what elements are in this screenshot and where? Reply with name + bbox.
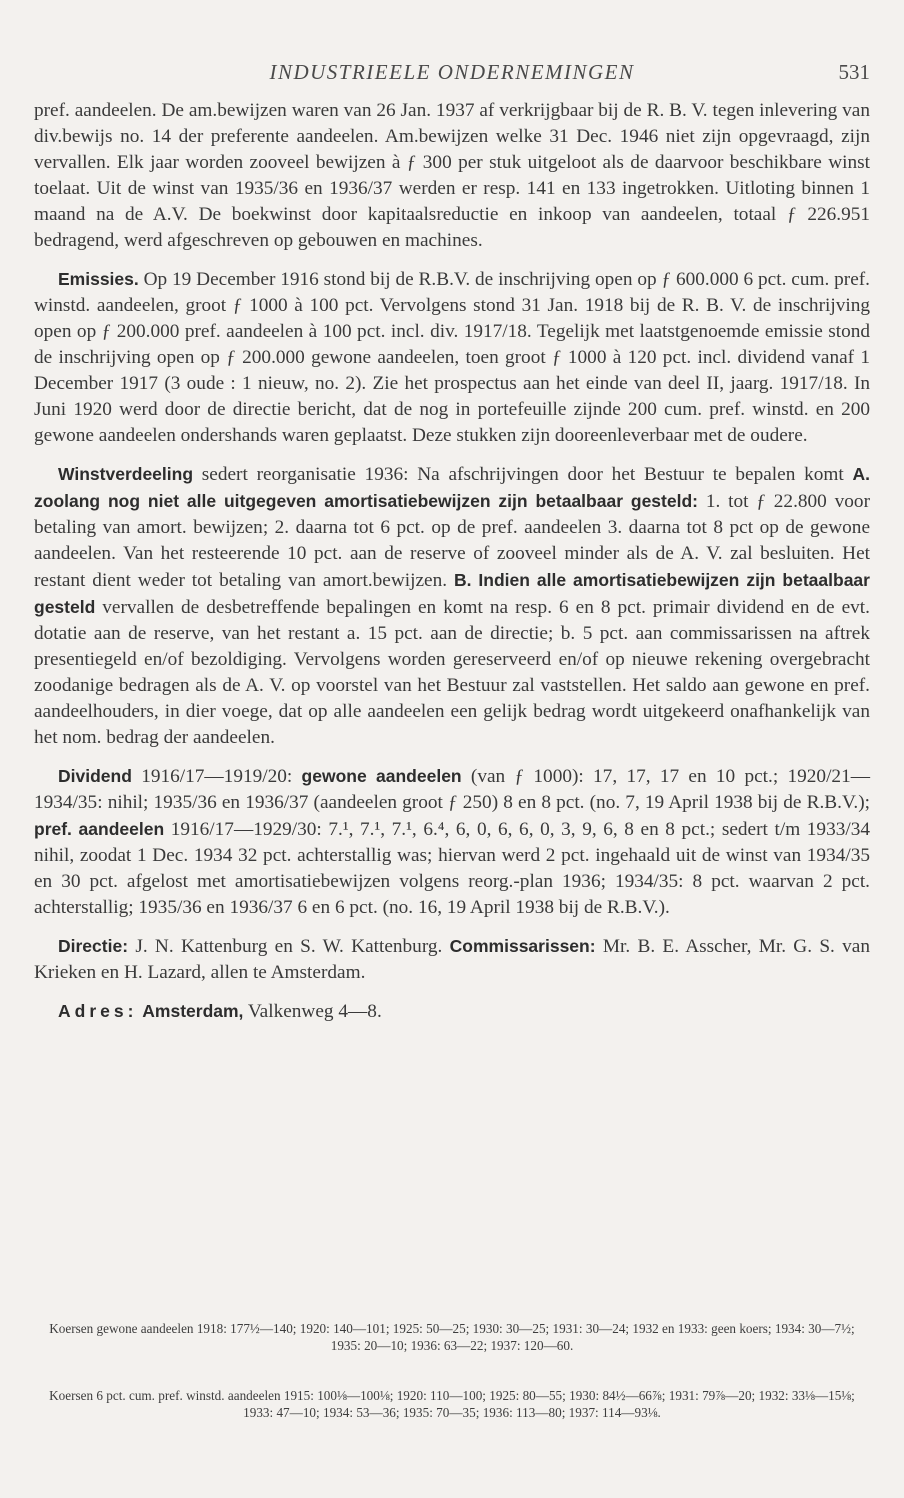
dividend-pref-label: pref. aandeelen [34,819,165,839]
body-text [34,98,870,1037]
dividend-text-3: 1916/17—1929/30: 7.¹, 7.¹, 7.¹, 6.⁴, 6, 0, 6, 6, 0, 3, 9, 6, 8 en 8 pct.; sedert t/m 1933/34 nihil, zoodat 1 Dec. 1934 32 pct. achterstallig was; hiervan werd 2 pct. ingehaald uit de winst van 1934/35 en 30 pct. afgelost met amortisatiebewijzen volgens reorg.-plan 1936; 1934/35: 8 pct. waarvan 2 pct. achterstallig; 1935/36 en 1936/37 6 en 6 pct. (no. 16, 19 April 1938 bij de R.B.V.). [34,819,870,918]
dividend-text-2: (van ƒ 1000): 17, 17, 17 en 10 pct.; 1920/21—1934/35: nihil; 1935/36 en 1936/37 (aandeelen groot ƒ 250) 8 en 8 pct. (no. 7, 19 April 1938 bij de R.B.V.); [34,766,870,813]
winstverdeeling-text-2: 1. tot ƒ 22.800 voor betaling van amort. bewijzen; 2. daarna tot 6 pct. op de pref. aandeelen 3. daarna tot 8 pct op de gewone aandeelen. Van het resteerende 10 pct. aan de reserve of zooveel minder als de A. V. zal besluiten. Het restant dient weder tot betaling van amort.bewijzen. [34,491,870,591]
adres-paragraph [34,998,870,1025]
dividend-text-1: 1916/17—1919/20: [131,766,302,787]
adres-label: Adres: [58,1001,138,1021]
adres-city: Amsterdam, [142,1001,244,1021]
emissies-paragraph [34,266,870,449]
winstverdeeling-text-3: vervallen de desbetreffende bepalingen en komt na resp. 6 en 8 pct. primair dividend en de evt. dotatie aan de reserve, van het restant a. 15 pct. aan de directie; b. 5 pct. aan commissarissen na aftrek presentiegeld en/of bezoldiging. Vervolgens worden gereserveerd en/of op nieuwe rekening overgebracht zoodanige bedragen als de A. V. op voorstel van het Bestuur zal vaststellen. Het saldo aan gewone en pref. aandeelhouders, in dier voege, dat op alle aandeelen een gelijk bedrag wordt uitgekeerd onafhankelijk van het nom. bedrag der aandeelen. [34,597,870,748]
winstverdeeling-text-1: sedert reorganisatie 1936: Na afschrijvingen door het Bestuur te bepalen komt [193,464,853,485]
winstverdeeling-clause-b: B. Indien alle amortisatiebewijzen zijn betaalbaar gesteld [34,570,870,617]
winstverdeeling-paragraph [34,461,870,751]
running-title: INDUSTRIEELE ONDERNEMINGEN [269,60,635,84]
koersen-section [34,1320,870,1454]
adres-street: Valkenweg 4—8. [243,1001,382,1022]
emissies-text: Op 19 December 1916 stond bij de R.B.V. de inschrijving open op ƒ 600.000 6 pct. cum. pref. winstd. aandeelen, groot ƒ 1000 à 100 pct. Vervolgens stond 31 Jan. 1918 bij de R. B. V. de inschrijving open op ƒ 200.000 pref. aandeelen à 100 pct. incl. div. 1917/18. Tegelijk met laatstgenoemde emissie stond de inschrijving open op ƒ 200.000 gewone aandeelen, toen groot ƒ 1000 à 120 pct. incl. dividend vanaf 1 December 1917 (3 oude : 1 nieuw, no. 2). Zie het prospectus aan het einde van deel II, jaarg. 1917/18. In Juni 1920 werd door de directie bericht, dat de nog in portefeuille zijnde 200 cum. pref. winstd. en 200 gewone aandeelen ondershands waren geplaatst. Deze stukken zijn dooreenleverbaar met de oudere. [34,269,870,446]
koersen-pref: Koersen 6 pct. cum. pref. winstd. aandeelen 1915: 100⅛—100⅛; 1920: 110—100; 1925: 80—55; 1930: 84½—66⅞; 1931: 79⅞—20; 1932: 33⅛—15⅛; 1933: 47—10; 1934: 53—36; 1935: 70—35; 1936: 113—80; 1937: 114—93⅛. [49,1388,855,1420]
commissarissen-text: Mr. B. E. Asscher, Mr. G. S. van Krieken en H. Lazard, allen te Amsterdam. [34,936,871,983]
dividend-heading: Dividend [58,766,132,786]
page-header [34,60,870,90]
directie-paragraph [34,933,870,986]
dividend-paragraph [34,763,870,921]
directie-text: J. N. Kattenburg en S. W. Kattenburg. [128,936,450,957]
directie-heading: Directie: [58,936,129,956]
dividend-gewone-label: gewone aandeelen [301,766,462,786]
commissarissen-heading: Commissarissen: [449,936,596,956]
winstverdeeling-clause-a: A. zoolang nog niet alle uitgegeven amortisatiebewijzen zijn betaalbaar gesteld: [34,464,870,511]
koersen-gewone: Koersen gewone aandeelen 1918: 177½—140; 1920: 140—101; 1925: 50—25; 1930: 30—25; 1931: 30—24; 1932 en 1933: geen koers; 1934: 30—7½; 1935: 20—10; 1936: 63—22; 1937: 120—60. [49,1321,855,1353]
intro-paragraph: pref. aandeelen. De am.bewijzen waren van 26 Jan. 1937 af verkrijgbaar bij de R. B. V. tegen inlevering van div.bewijs no. 14 der preferente aandeelen. Am.bewijzen welke 31 Dec. 1946 niet zijn opgevraagd, zijn vervallen. Elk jaar worden zooveel bewijzen à ƒ 300 per stuk uitgeloot als de daarvoor beschikbare winst toelaat. Uit de winst van 1935/36 en 1936/37 werden er resp. 141 en 133 ingetrokken. Uitloting binnen 1 maand na de A.V. De boekwinst door kapitaalsreductie en inkoop van aandeelen, totaal ƒ 226.951 bedragend, werd afgeschreven op gebouwen en machines. [34,100,870,251]
page-number: 531 [838,60,870,84]
emissies-heading: Emissies. [58,269,139,289]
winstverdeeling-heading: Winstverdeeling [58,464,194,484]
